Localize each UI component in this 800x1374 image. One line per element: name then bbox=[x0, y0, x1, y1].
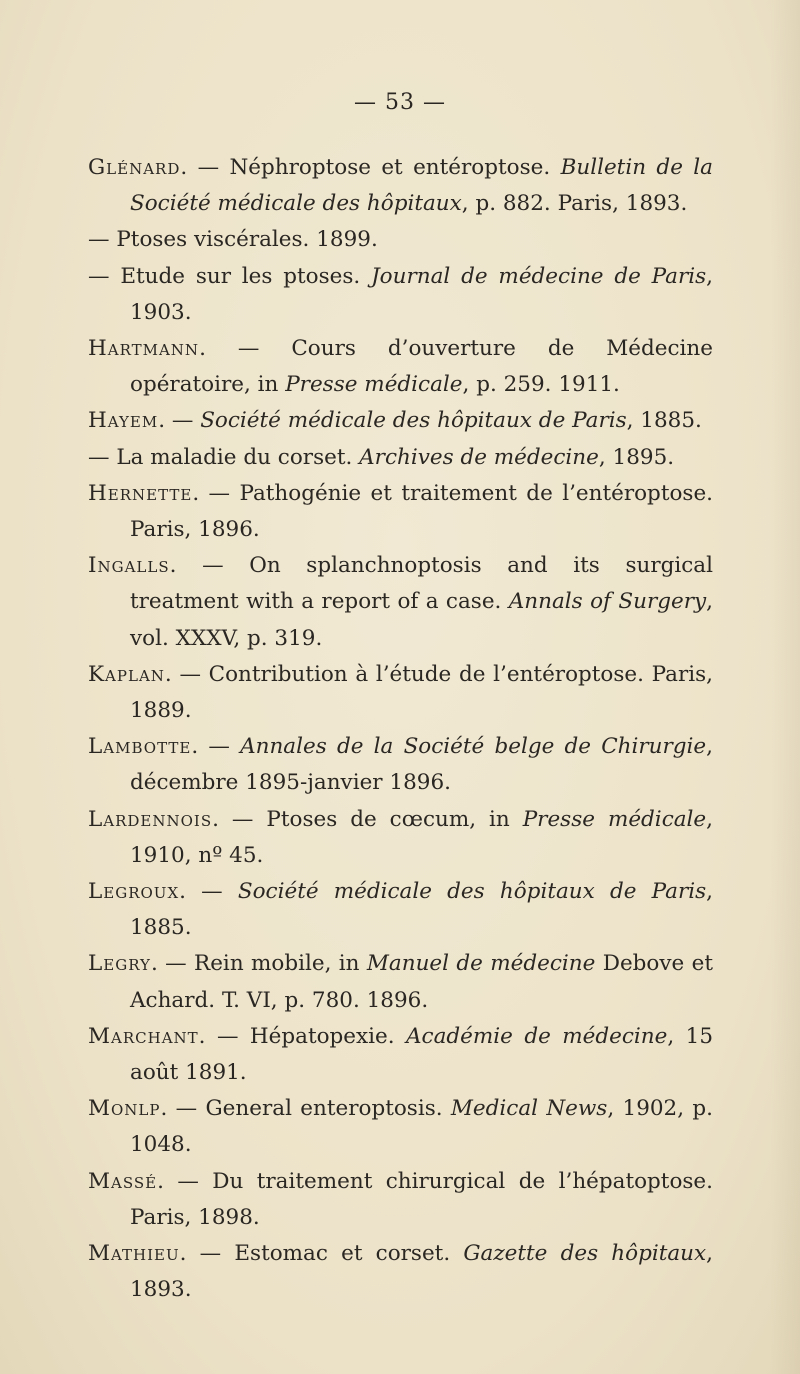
entry-text: , 1885. bbox=[626, 408, 702, 434]
bibliography-entry bbox=[88, 150, 713, 222]
entry-text: , p. 882. Paris, 1893. bbox=[461, 191, 688, 217]
bibliography-entry bbox=[88, 1019, 713, 1091]
entry-text: . — On splanchnoptosis and its surgical treatment with a report of a case. bbox=[130, 553, 713, 615]
entry-text: , 1910, nº 45. bbox=[130, 806, 713, 868]
entry-text: . — Néphroptose et entéroptose. bbox=[180, 155, 561, 180]
bibliography-entry bbox=[88, 440, 713, 476]
entry-publication-title: Société médicale des hôpitaux de Paris bbox=[237, 879, 707, 905]
entry-text: . — bbox=[191, 734, 241, 760]
entry-publication-title: Manuel de médecine bbox=[366, 951, 596, 977]
bibliography-entry bbox=[88, 874, 713, 946]
entry-text: , p. 259. 1911. bbox=[462, 372, 620, 398]
entry-text: — Ptoses viscérales. 1899. bbox=[88, 227, 378, 253]
entry-text: Debove et Achard. T. VI, p. 780. 1896. bbox=[130, 951, 713, 1013]
entry-text: . — Ptoses de cœcum, in bbox=[212, 806, 523, 832]
entry-text: . — bbox=[179, 879, 238, 905]
entry-author: Kaplan bbox=[88, 661, 165, 687]
entry-publication-title: Académie de médecine bbox=[406, 1023, 668, 1049]
entry-publication-title: Annals of Surgery bbox=[508, 589, 707, 615]
entry-text: , 1893. bbox=[130, 1241, 713, 1303]
entry-publication-title: Société médicale des hôpitaux de Paris bbox=[200, 408, 627, 434]
entry-text: . — General enteroptosis. bbox=[160, 1096, 451, 1122]
bibliography-entry bbox=[88, 657, 713, 729]
entry-text: , 1895. bbox=[598, 444, 675, 470]
bibliography-entry bbox=[88, 802, 713, 874]
bibliography-entry bbox=[88, 259, 713, 331]
bibliography-entry bbox=[88, 1236, 713, 1308]
entry-text: , vol. XXXV, p. 319. bbox=[130, 589, 713, 651]
entry-text: — Etude sur les ptoses. bbox=[88, 263, 372, 289]
entry-publication-title: Presse médicale bbox=[285, 372, 463, 398]
entry-publication-title: Medical News bbox=[450, 1096, 608, 1122]
entry-text: . — Du traitement chirurgical de l’hépatoptose. Paris, 1898. bbox=[130, 1168, 713, 1230]
entry-text: . — Pathogénie et traitement de l’entéroptose. Paris, 1896. bbox=[130, 480, 713, 543]
bibliography-entry bbox=[88, 1164, 713, 1236]
bibliography-entry bbox=[88, 946, 713, 1018]
bibliography-entry bbox=[88, 403, 713, 439]
entry-author: Hernette bbox=[88, 480, 193, 506]
bibliography-list bbox=[88, 150, 713, 1309]
entry-text: . — Contribution à l’étude de l’entéroptose. Paris, 1889. bbox=[130, 661, 713, 724]
entry-author: Lardennois bbox=[88, 806, 213, 832]
entry-text: , 1885. bbox=[130, 879, 713, 941]
bibliography-entry bbox=[88, 476, 713, 548]
entry-author: Ingalls bbox=[88, 553, 170, 579]
bibliography-entry bbox=[88, 331, 713, 403]
entry-text: . — Rein mobile, in bbox=[150, 951, 367, 977]
entry-text: — La maladie du corset. bbox=[88, 444, 360, 470]
entry-publication-title: Gazette des hôpitaux bbox=[463, 1241, 707, 1267]
entry-author: Mathieu bbox=[88, 1241, 180, 1267]
entry-author: Monlp bbox=[88, 1096, 161, 1122]
entry-text: . — Estomac et corset. bbox=[179, 1241, 464, 1267]
entry-author: Hartmann bbox=[88, 336, 200, 362]
entry-publication-title: Journal de médecine de Paris bbox=[371, 263, 707, 289]
page-number: — 53 — bbox=[354, 90, 446, 115]
entry-text: , 15 août 1891. bbox=[130, 1023, 713, 1086]
entry-author: Massé bbox=[88, 1168, 158, 1194]
entry-publication-title: Bulletin de la Société médicale des hôpitaux bbox=[130, 155, 713, 217]
bibliography-entry bbox=[88, 729, 713, 801]
entry-publication-title: Presse médicale bbox=[522, 806, 707, 832]
entry-author: Legry bbox=[88, 951, 151, 977]
bibliography-entry bbox=[88, 1091, 713, 1163]
entry-publication-title: Annales de la Société belge de Chirurgie bbox=[240, 734, 707, 760]
bibliography-entry bbox=[88, 222, 713, 258]
page-edge-shadow bbox=[770, 0, 800, 1374]
entry-author: Legroux bbox=[88, 879, 180, 905]
entry-text: , décembre 1895-janvier 1896. bbox=[130, 734, 713, 796]
entry-text: . — Hépatopexie. bbox=[198, 1023, 407, 1049]
entry-author: Lambotte bbox=[88, 734, 192, 760]
entry-text: . — bbox=[158, 408, 201, 434]
entry-author: Marchant bbox=[88, 1023, 199, 1049]
entry-text: . — Cours d’ouverture de Médecine opératoire, in bbox=[130, 336, 713, 398]
entry-text: , 1902, p. 1048. bbox=[130, 1096, 713, 1158]
bibliography-entry bbox=[88, 548, 713, 657]
entry-author: Glénard bbox=[88, 155, 181, 180]
entry-author: Hayem bbox=[88, 408, 159, 434]
entry-text: , 1903. bbox=[130, 263, 713, 325]
entry-publication-title: Archives de médecine bbox=[359, 444, 599, 470]
